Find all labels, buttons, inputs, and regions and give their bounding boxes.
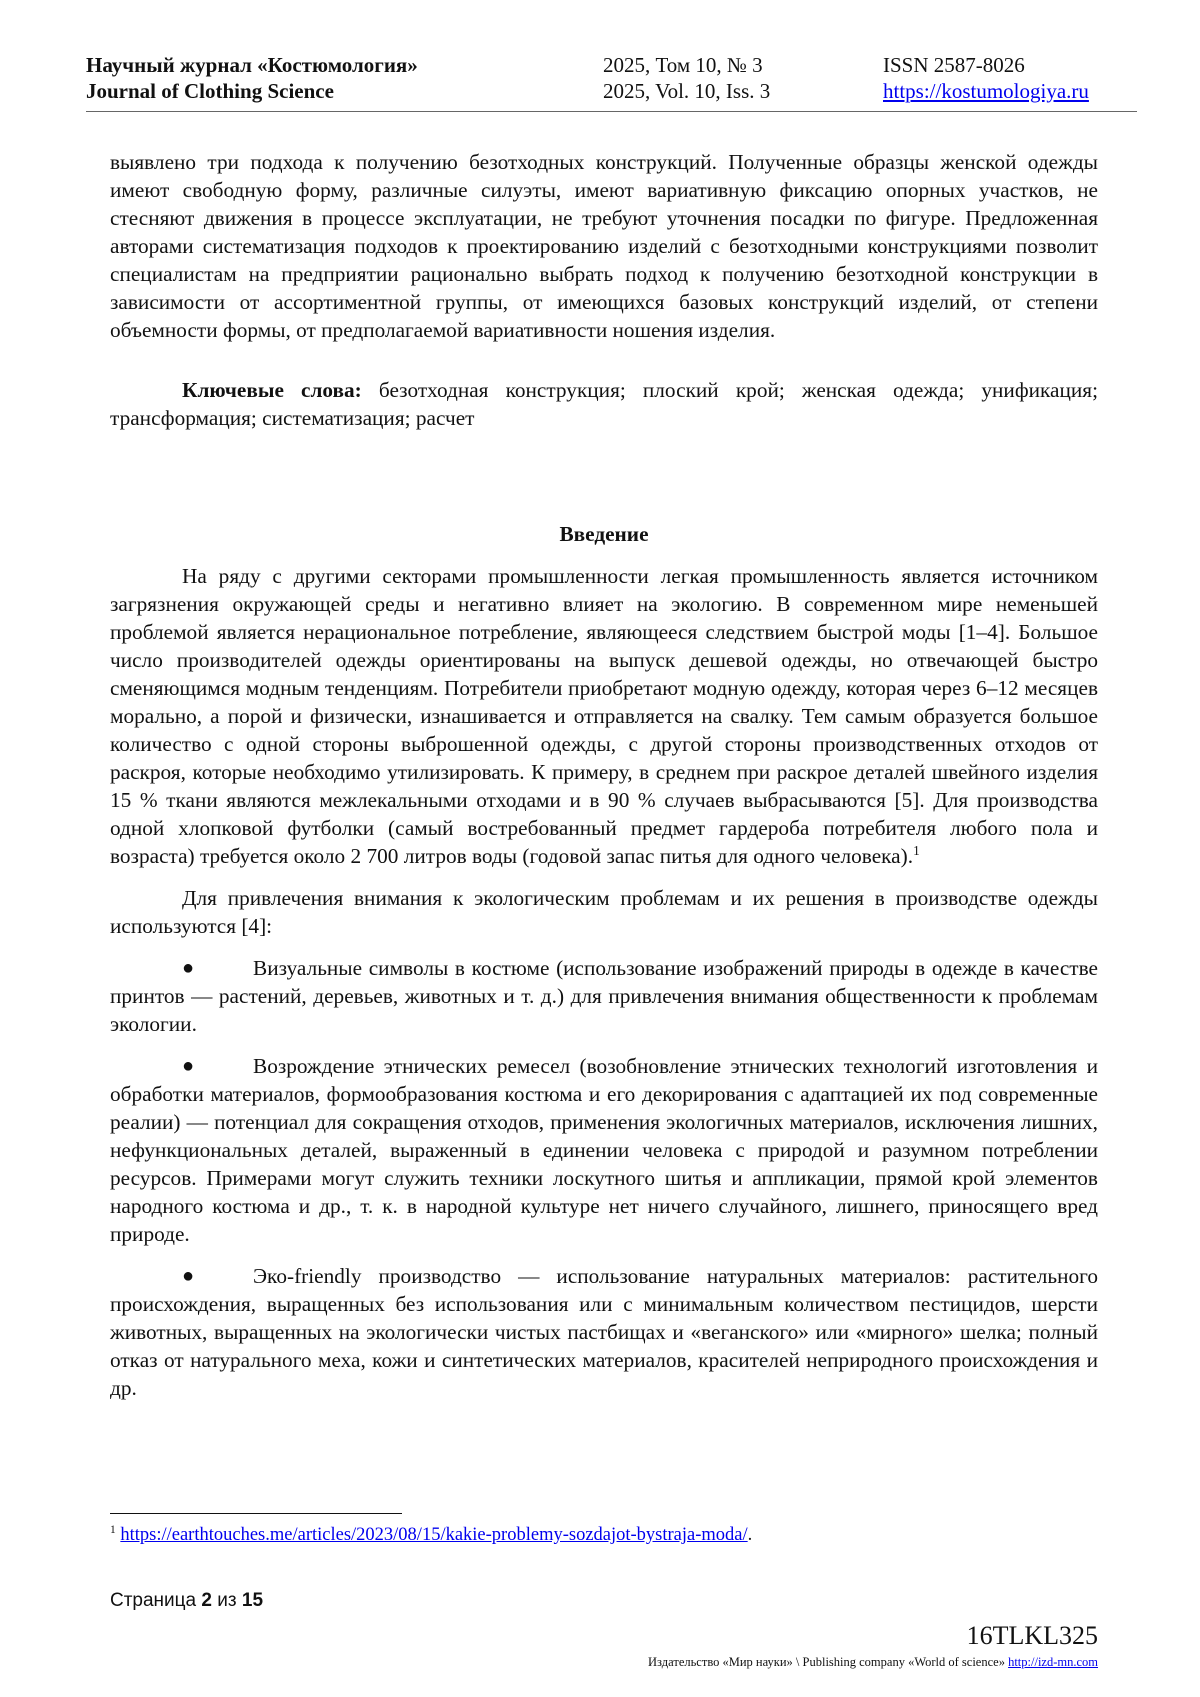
journal-site-link[interactable]: https://kostumologiya.ru xyxy=(883,79,1089,103)
bullet-icon: ● xyxy=(182,1265,195,1287)
header-issn xyxy=(883,52,1089,104)
bullet-icon: ● xyxy=(182,957,195,979)
page-total: 15 xyxy=(241,1590,264,1611)
footnote-link[interactable]: https://earthtouches.me/articles/2023/08/15/kakie-problemy-sozdajot-bystraja-moda/ xyxy=(120,1525,748,1545)
issue-en: 2025, Vol. 10, Iss. 3 xyxy=(603,79,771,103)
footnote-ref[interactable]: 1 xyxy=(913,842,920,858)
keywords-text: безотходная конструкция; плоский крой; женская одежда; унификация; трансформация; систематизация; расчет xyxy=(110,378,1099,430)
bullet-icon: ● xyxy=(182,1055,195,1077)
header-journal xyxy=(86,52,418,104)
journal-title-ru: Научный журнал «Костюмология» xyxy=(86,53,418,77)
intro-paragraph-1 xyxy=(110,562,1098,870)
introduction-body xyxy=(110,562,1098,1402)
abstract-text: выявлено три подхода к получению безотходных конструкций. Полученные образцы женской одежды имеют свободную форму, различные силуэты, имеют вариативную фиксацию опорных участков, не стесняют движения в процессе эксплуатации, не требуют уточнения посадки по фигуре. Предложенная авторами систематизация подходов к проектированию изделий с безотходными конструкциями позволит специалистам на предприятии рационально выбрать подход к получению безотходной конструкции в зависимости от ассортиментной группы, от имеющихся базовых конструкций изделий, от степени объемности формы, от предполагаемой вариативности ношения изделия. xyxy=(110,150,1098,342)
bullet-item xyxy=(110,1262,1098,1402)
bullet-item-text: Возрождение этнических ремесел (возобновление этнических технологий изготовления и обработки материалов, формообразования костюма и его декорирования с адаптацией их под современные реалии) — потенциал для сокращения отходов, применения экологичных материалов, исключения лишних, нефункциональных деталей, выраженный в единении человека с природой и разумном потреблении ресурсов. Примерами могут служить техники лоскутного шитья и аппликации, прямой крой элементов народного костюма и др., т. к. в народной культуре нет ничего случайного, лишнего, приносящего вред природе. xyxy=(110,1054,1098,1246)
publisher-link[interactable]: http://izd-mn.com xyxy=(1008,1655,1098,1669)
article-code: 16TLKL325 xyxy=(966,1621,1098,1650)
journal-title-en: Journal of Clothing Science xyxy=(86,79,334,103)
page-number xyxy=(110,1590,263,1612)
footnote-trail: . xyxy=(747,1525,753,1545)
keywords-label: Ключевые слова: xyxy=(182,378,362,402)
bullet-item-text: Эко-friendly производство — использование натуральных материалов: растительного происхождения, выращенных без использования или с минимальным количеством пестицидов, шерсти животных, выращенных на экологически чистых пастбищах и «веганского» или «мирного» шелка; полный отказ от натурального меха, кожи и синтетических материалов, красителей неприродного происхождения и др. xyxy=(110,1264,1098,1400)
section-heading-introduction: Введение xyxy=(559,522,649,546)
bullet-item xyxy=(110,954,1098,1038)
bullet-item xyxy=(110,1052,1098,1248)
footnote-divider xyxy=(110,1513,402,1514)
page-word: Страница xyxy=(110,1590,202,1611)
page-of-word: из xyxy=(211,1590,242,1611)
header-divider xyxy=(86,111,1137,112)
footnote xyxy=(110,1523,752,1547)
header-issue xyxy=(603,52,770,104)
page-current: 2 xyxy=(201,1590,212,1611)
issue-ru: 2025, Том 10, № 3 xyxy=(603,53,763,77)
abstract-continuation xyxy=(110,148,1098,344)
footnote-number: 1 xyxy=(110,1523,116,1536)
intro-paragraph-1-text: На ряду с другими секторами промышленности легкая промышленность является источником загрязнения окружающей среды и негативно влияет на экологию. В современном мире неменьшей проблемой является нерациональное потребление, являющееся следствием быстрой моды [1–4]. Большое число производителей одежды ориентированы на выпуск дешевой одежды, но отвечающей быстро сменяющимся модным тенденциям. Потребители приобретают модную одежду, которая через 6–12 месяцев морально, а порой и физически, изнашивается и отправляется на свалку. Тем самым образуется большое количество с одной стороны выброшенной одежды, с другой стороны производственных отходов от раскроя, которые необходимо утилизировать. К примеру, в среднем при раскрое деталей швейного изделия 15 % ткани являются межлекальными отходами и в 90 % случаев выбрасываются [5]. Для производства одной хлопковой футболки (самый востребованный предмет гардероба потребителя любого пола и возраста) требуется около 2 700 литров воды (годовой запас питья для одного человека). xyxy=(110,564,1098,868)
keywords-block xyxy=(110,376,1098,432)
bullet-item-text: Визуальные символы в костюме (использование изображений природы в одежде в качестве принтов — растений, деревьев, животных и т. д.) для привлечения внимания общественности к проблемам экологии. xyxy=(110,956,1098,1036)
intro-paragraph-2: Для привлечения внимания к экологическим проблемам и их решения в производстве одежды используются [4]: xyxy=(110,886,1098,938)
publisher-text: Издательство «Мир науки» \ Publishing company «World of science» xyxy=(648,1655,1009,1669)
issn: ISSN 2587-8026 xyxy=(883,53,1025,77)
publisher-line xyxy=(648,1655,1098,1670)
